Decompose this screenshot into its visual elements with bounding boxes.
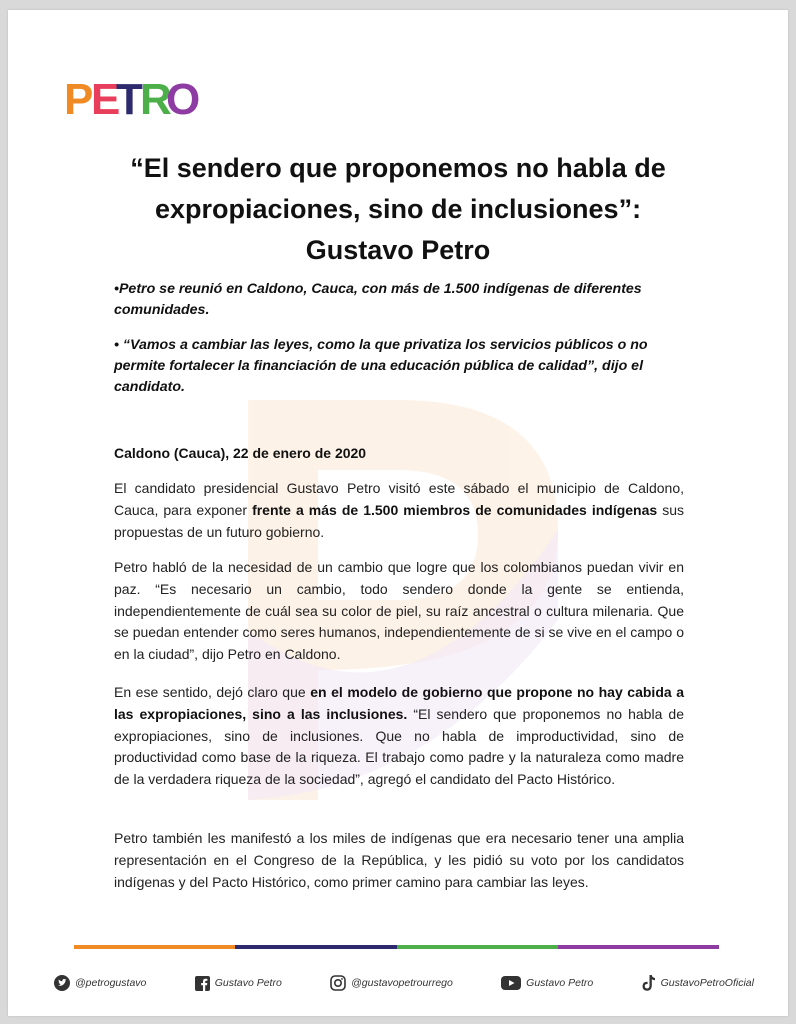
summary-bullet-1: •Petro se reunió en Caldono, Cauca, con más de 1.500 indígenas de diferentes comunidades. xyxy=(114,281,642,318)
paragraph-3-text-c: “El sendero que proponemos no habla de expropiaciones, sino de inclusiones. Que no habla de improductividad, sino de productividad como base de la riqueza. El trabajo como padre y la naturaleza como madre de la verdadera riqueza de la sociedad”, agregó el candidato del Pacto Histórico. xyxy=(114,705,684,788)
paragraph-3-bold: en el modelo de gobierno que propone no hay cabida a las expropiaciones, sino a las inclusiones. xyxy=(114,684,684,722)
document-page xyxy=(8,10,788,1016)
paragraph-2: Petro habló de la necesidad de un cambio que logre que los colombianos puedan vivir en paz. “Es necesario un cambio, todo sendero donde la gente se entienda, independientemente de cuál sea su color de piel, su raíz ancestral o cultura milenaria. Que se puedan entender como seres humanos, independientemente de si se vive en el campo o en la ciudad”, dijo Petro en Caldono. xyxy=(114,559,684,663)
paragraph-1-text-c: sus propuestas de un futuro gobierno. xyxy=(114,501,684,540)
headline xyxy=(68,148,728,271)
petro-logo-graphic xyxy=(62,75,201,124)
logo-letter-p: P xyxy=(64,75,94,124)
paragraph-1-bold: frente a más de 1.500 miembros de comunidades indígenas xyxy=(252,501,658,518)
petro-logo xyxy=(62,75,201,124)
logo-letter-r: R xyxy=(140,75,172,124)
social-tiktok[interactable] xyxy=(642,975,754,991)
twitter-icon xyxy=(54,975,70,991)
headline-line-2: expropiaciones, sino de inclusiones”: xyxy=(154,194,642,224)
tiktok-handle: GustavoPetroOficial xyxy=(660,977,754,989)
social-footer xyxy=(54,970,754,996)
paragraph-3-text-a: En ese sentido, dejó claro que xyxy=(114,684,311,700)
facebook-icon xyxy=(195,976,210,991)
tiktok-icon xyxy=(642,975,656,991)
paragraph-4: Petro también les manifestó a los miles de indígenas que era necesario tener una amplia representación en el Congreso de la República, y les pidió su voto por los candidatos indígenas y del Pacto Histórico, como primer camino para cambiar las leyes. xyxy=(114,830,684,890)
color-bar-green xyxy=(397,945,558,949)
headline-line-3: Gustavo Petro xyxy=(305,235,491,265)
instagram-icon xyxy=(330,975,346,991)
logo-letter-t: T xyxy=(116,75,143,124)
paragraph-3 xyxy=(114,682,684,791)
instagram-handle: @gustavopetrourrego xyxy=(351,977,453,989)
dateline: Caldono (Cauca), 22 de enero de 2020 xyxy=(114,445,367,461)
youtube-icon xyxy=(501,976,521,990)
paragraph-1 xyxy=(114,478,684,543)
social-facebook[interactable] xyxy=(195,976,282,991)
twitter-handle: @petrogustavo xyxy=(75,977,147,989)
summary-bullet-2: • “Vamos a cambiar las leyes, como la que privatiza los servicios públicos o no permite fortalecer la financiación de una educación pública de calidad”, dijo el candidato. xyxy=(114,337,648,395)
color-bar-purple xyxy=(558,945,719,949)
headline-line-1: “El sendero que proponemos no habla de xyxy=(130,153,666,183)
color-bar-navy xyxy=(235,945,396,949)
social-twitter[interactable] xyxy=(54,975,146,991)
footer-color-bar xyxy=(74,945,719,949)
social-instagram[interactable] xyxy=(330,975,453,991)
logo-letter-o: O xyxy=(166,75,201,124)
paragraph-1-text-a: El candidato presidencial Gustavo Petro visitó este sábado el municipio de Caldono, Cauca, para exponer xyxy=(114,480,684,518)
color-bar-orange xyxy=(74,945,235,949)
facebook-handle: Gustavo Petro xyxy=(214,977,282,989)
logo-letter-e: E xyxy=(91,75,121,124)
social-youtube[interactable] xyxy=(501,976,593,990)
youtube-handle: Gustavo Petro xyxy=(526,977,594,989)
